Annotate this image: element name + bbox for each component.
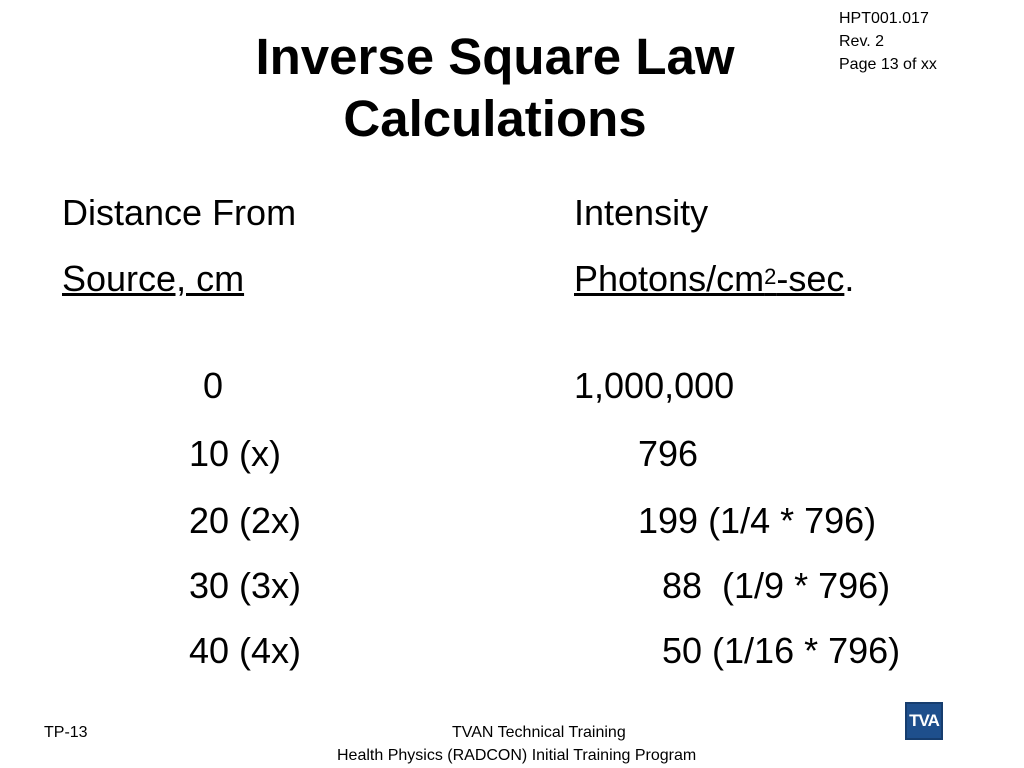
page-number: Page 13 of xx [839,56,937,73]
intensity-value-row-4: 88 (1/9 * 796) [662,565,891,606]
distance-header-line-1: Distance From [62,192,297,233]
distance-value-row-5: 40 (4x) [189,630,302,671]
document-info [839,7,937,76]
intensity-units-exponent: 2 [764,264,777,289]
title-line-1: Inverse Square Law [255,28,735,85]
slide-title [150,26,840,150]
intensity-header-line-2 [574,259,854,299]
intensity-units-main: Photons/cm [574,258,765,299]
tva-logo: TVA [905,702,943,740]
footer-center-line-2: Health Physics (RADCON) Initial Training Program [337,747,697,764]
intensity-value-row-1: 1,000,000 [574,365,735,406]
intensity-value-row-3: 199 (1/4 * 796) [638,500,877,541]
footer-center-line-1: TVAN Technical Training [452,724,626,741]
footer-slide-code: TP-13 [44,724,88,741]
document-revision: Rev. 2 [839,33,885,50]
distance-value-row-4: 30 (3x) [189,565,302,606]
distance-header-line-2 [62,259,244,299]
distance-value-row-3: 20 (2x) [189,500,302,541]
intensity-value-row-2: 796 [638,433,699,474]
intensity-units-end: -sec [776,258,845,299]
intensity-header-units [574,258,844,299]
distance-header-units: Source, cm [62,258,245,299]
title-line-2: Calculations [343,90,647,147]
intensity-units-period: . [844,258,855,299]
intensity-value-row-5: 50 (1/16 * 796) [662,630,901,671]
distance-value-row-2: 10 (x) [189,433,282,474]
document-code: HPT001.017 [839,10,929,27]
distance-value-row-1: 0 [203,365,224,406]
intensity-header-line-1: Intensity [574,192,709,233]
